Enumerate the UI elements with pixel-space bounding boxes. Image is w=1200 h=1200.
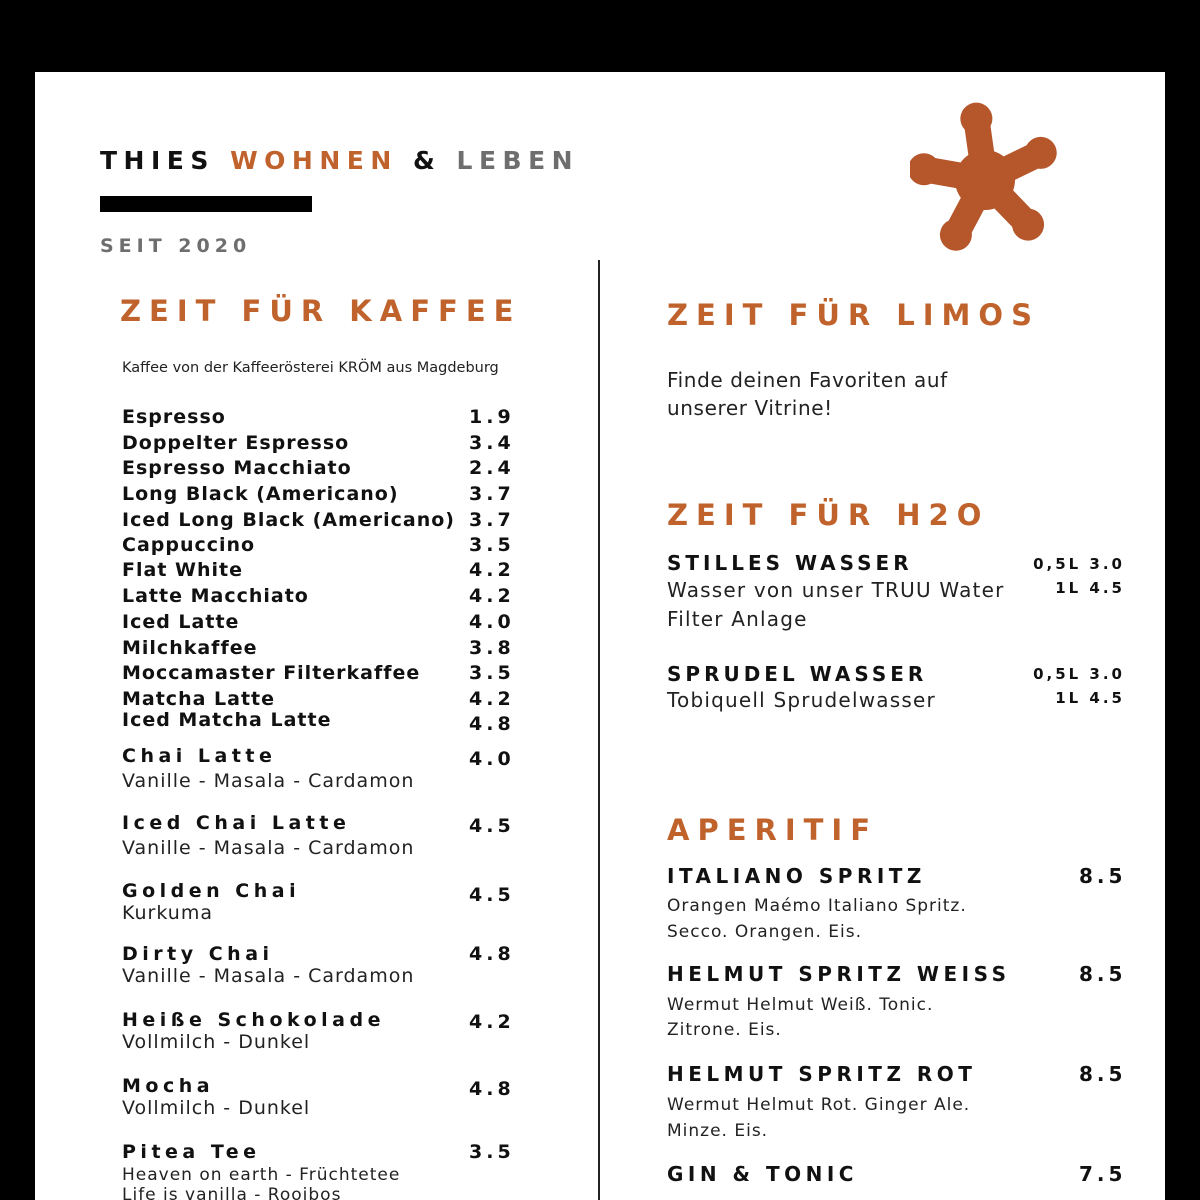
- coffee-item-name: Espresso: [122, 406, 226, 428]
- specialty-item-name: Golden Chai: [122, 880, 301, 902]
- coffee-item-price: 4.2: [469, 559, 515, 581]
- specialty-item-name: Heiße Schokolade: [122, 1009, 385, 1031]
- specialty-item-price: 4.0: [469, 748, 515, 770]
- aperitif-item-desc: Zitrone. Eis.: [667, 1020, 782, 1040]
- coffee-item-name: Long Black (Americano): [122, 483, 399, 505]
- aperitif-item-price: 8.5: [1079, 1062, 1127, 1086]
- brand-part-wohnen: WOHNEN: [230, 146, 398, 175]
- specialty-item-desc: Vanille - Masala - Cardamon: [122, 837, 415, 859]
- coffee-item-price: 4.0: [469, 611, 515, 633]
- specialty-item-name: Mocha: [122, 1075, 215, 1097]
- coffee-item-name: Cappuccino: [122, 534, 256, 556]
- coffee-item-name: Matcha Latte: [122, 688, 276, 710]
- coffee-item-name: Iced Latte: [122, 611, 240, 633]
- brand-part-amp: &: [413, 146, 442, 175]
- kaffee-subtitle: Kaffee von der Kaffeerösterei KRÖM aus Magdeburg: [122, 360, 499, 376]
- specialty-item-name: Iced Chai Latte: [122, 812, 351, 834]
- section-title-aperitif: APERITIF: [667, 813, 879, 847]
- specialty-item-price: 4.8: [469, 943, 515, 965]
- since-label: SEIT 2020: [100, 235, 252, 257]
- coffee-item-name: Espresso Macchiato: [122, 457, 352, 479]
- coffee-item-price: 2.4: [469, 457, 515, 479]
- coffee-item-name: Iced Long Black (Americano): [122, 509, 455, 531]
- aperitif-item-price: 7.5: [1079, 1162, 1127, 1186]
- aperitif-item-price: 8.5: [1079, 864, 1127, 888]
- coffee-item-name: Latte Macchiato: [122, 585, 309, 607]
- aperitif-item-price: 8.5: [1079, 962, 1127, 986]
- specialty-item-desc: Vollmilch - Dunkel: [122, 1097, 311, 1119]
- column-divider: [598, 260, 600, 1200]
- section-title-limos: ZEIT FÜR LIMOS: [667, 298, 1040, 332]
- menu-page: [35, 72, 1165, 1200]
- specialty-item-price: 4.5: [469, 884, 515, 906]
- limos-description: Finde deinen Favoriten auf unserer Vitrine!: [667, 368, 948, 420]
- specialty-item-price: 4.8: [469, 1078, 515, 1100]
- coffee-item-price: 3.5: [469, 534, 515, 556]
- aperitif-item-desc: Wermut Helmut Rot. Ginger Ale.: [667, 1095, 971, 1115]
- specialty-item-name: Chai Latte: [122, 745, 277, 767]
- aperitif-item-name: HELMUT SPRITZ ROT: [667, 1062, 977, 1086]
- water-item-price-small: 0,5L 3.0: [1033, 555, 1125, 573]
- brand-name: [100, 146, 579, 175]
- specialty-item-name: Pitea Tee: [122, 1141, 261, 1163]
- brand-part-thies: THIES: [100, 146, 215, 175]
- coffee-item-price: 1.9: [469, 406, 515, 428]
- water-item-desc: Wasser von unser TRUU Water Filter Anlage: [667, 578, 1005, 631]
- brand-underline: [100, 196, 312, 212]
- specialty-item-desc: Heaven on earth - Früchtetee: [122, 1165, 401, 1185]
- aperitif-item-name: GIN & TONIC: [667, 1162, 858, 1186]
- specialty-item-price: 4.2: [469, 1011, 515, 1033]
- water-item-name: SPRUDEL WASSER: [667, 662, 928, 686]
- aperitif-item-name: ITALIANO SPRITZ: [667, 864, 926, 888]
- coffee-item-price: 3.4: [469, 432, 515, 454]
- section-title-kaffee: ZEIT FÜR KAFFEE: [120, 294, 522, 328]
- specialty-item-name: Dirty Chai: [122, 943, 274, 965]
- coffee-item-price: 3.8: [469, 637, 515, 659]
- aperitif-item-desc: Orangen Maémo Italiano Spritz.: [667, 896, 967, 916]
- aperitif-item-name: HELMUT SPRITZ WEISS: [667, 962, 1011, 986]
- coffee-item-price: 4.8: [469, 713, 515, 735]
- coffee-item-price: 3.5: [469, 662, 515, 684]
- coffee-item-price: 3.7: [469, 483, 515, 505]
- specialty-item-price: 4.5: [469, 815, 515, 837]
- coffee-item-name: Milchkaffee: [122, 637, 258, 659]
- coffee-item-price: 3.7: [469, 509, 515, 531]
- section-title-h2o: ZEIT FÜR H2O: [667, 498, 990, 532]
- aperitif-item-desc: Minze. Eis.: [667, 1121, 769, 1141]
- specialty-item-price: 3.5: [469, 1141, 515, 1163]
- water-item-desc: Tobiquell Sprudelwasser: [667, 688, 936, 712]
- coffee-item-name: Iced Matcha Latte: [122, 709, 332, 731]
- specialty-item-desc: Vollmilch - Dunkel: [122, 1031, 311, 1053]
- specialty-item-desc: Vanille - Masala - Cardamon: [122, 770, 415, 792]
- water-item-price-large: 1L 4.5: [1055, 689, 1125, 707]
- water-item-name: STILLES WASSER: [667, 551, 913, 575]
- coffee-item-name: Moccamaster Filterkaffee: [122, 662, 421, 684]
- coffee-item-price: 4.2: [469, 688, 515, 710]
- aperitif-item-desc: Wermut Helmut Weiß. Tonic.: [667, 995, 934, 1015]
- asterisk-flower-icon: [910, 100, 1060, 260]
- aperitif-item-desc: Secco. Orangen. Eis.: [667, 922, 862, 942]
- specialty-item-desc: Life is vanilla - Rooibos: [122, 1185, 342, 1200]
- brand-part-leben: LEBEN: [456, 146, 580, 175]
- water-item-price-large: 1L 4.5: [1055, 579, 1125, 597]
- coffee-item-name: Doppelter Espresso: [122, 432, 350, 454]
- water-item-price-small: 0,5L 3.0: [1033, 665, 1125, 683]
- coffee-item-name: Flat White: [122, 559, 243, 581]
- specialty-item-desc: Kurkuma: [122, 902, 213, 924]
- specialty-item-desc: Vanille - Masala - Cardamon: [122, 965, 415, 987]
- coffee-item-price: 4.2: [469, 585, 515, 607]
